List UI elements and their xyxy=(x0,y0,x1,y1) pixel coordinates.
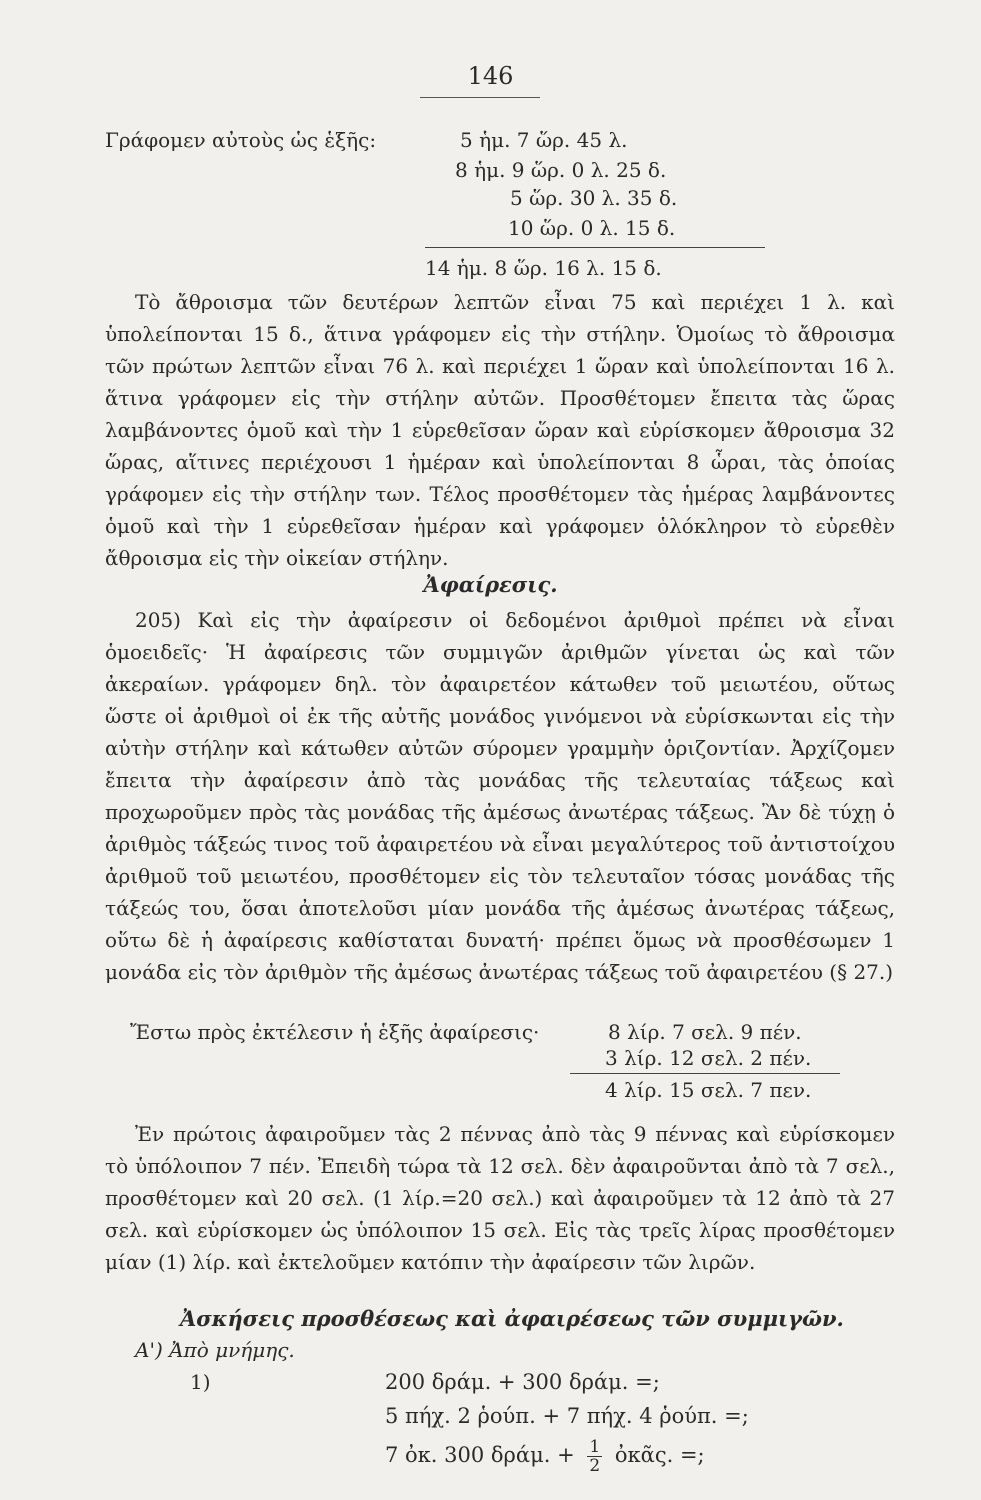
subheading-memory: Α') Ἀπὸ μνήμης. xyxy=(135,1338,295,1362)
fraction-denominator: 2 xyxy=(589,1456,601,1476)
subtraction-line-1: 8 λίρ. 7 σελ. 9 πέν. xyxy=(608,1020,802,1044)
subtraction-rule xyxy=(570,1073,840,1074)
heading-subtraction: Ἀφαίρεσις. xyxy=(423,572,558,597)
addition-line-1: 5 ἡμ. 7 ὥρ. 45 λ. xyxy=(460,128,628,152)
subtraction-total: 4 λίρ. 15 σελ. 7 πεν. xyxy=(605,1078,812,1102)
intro-label: Γράφομεν αὐτοὺς ὡς ἑξῆς: xyxy=(105,128,377,152)
page-number: 146 xyxy=(467,62,514,90)
exercise-line-3 xyxy=(385,1438,705,1475)
exercise-line-1: 200 δράμ. + 300 δράμ. =; xyxy=(385,1370,660,1394)
paragraph-1: Τὸ ἄθροισμα τῶν δευτέρων λεπτῶν εἶναι 75 καὶ περιέχει 1 λ. καὶ ὑπολείπονται 15 δ., ἅτινα γράφομεν εἰς τὴν στήλην. Ὁμοίως τὸ ἄθροισμα τῶν πρώτων λεπτῶν εἶναι 76 λ. καὶ περιέχει 1 ὥραν καὶ ὑπολείπονται 16 λ. ἅτινα γράφομεν εἰς τὴν στήλην αὐτῶν. Προσθέτομεν ἔπειτα τὰς ὥρας λαμβάνοντες ὁμοῦ καὶ τὴν 1 εὑρεθεῖσαν ὥραν καὶ εὑρίσκομεν ἄθροισμα 32 ὥρας, αἵτινες περιέχουσι 1 ἡμέραν καὶ ὑπολείπονται 8 ὧραι, τὰς ὁποίας γράφομεν εἰς τὴν στήλην των. Τέλος προσθέτομεν τὰς ἡμέρας λαμβάνοντες ὁμοῦ καὶ τὴν 1 εὑρεθεῖσαν ἡμέραν καὶ γράφομεν ὁλόκληρον τὸ εὑρεθὲν ἄθροισμα εἰς τὴν οἰκείαν στήλην. xyxy=(105,290,895,570)
example-label: Ἔστω πρὸς ἐκτέλεσιν ἡ ἑξῆς ἀφαίρεσις· xyxy=(130,1020,540,1044)
subtraction-line-2: 3 λίρ. 12 σελ. 2 πέν. xyxy=(605,1046,812,1070)
fraction-numerator: 1 xyxy=(589,1437,601,1457)
addition-line-3: 5 ὥρ. 30 λ. 35 δ. xyxy=(510,186,678,210)
addition-total: 14 ἡμ. 8 ὥρ. 16 λ. 15 δ. xyxy=(425,256,662,280)
addition-line-2: 8 ἡμ. 9 ὥρ. 0 λ. 25 δ. xyxy=(455,158,667,182)
addition-sum-rule xyxy=(425,247,765,248)
heading-exercises: Ἀσκήσεις προσθέσεως καὶ ἀφαιρέσεως τῶν συμμιγῶν. xyxy=(180,1306,844,1331)
exercise-line-3-tail: ὀκᾶς. =; xyxy=(614,1443,705,1467)
exercise-line-3-head: 7 ὀκ. 300 δράμ. + xyxy=(385,1443,575,1467)
paragraph-3: Ἐν πρώτοις ἀφαιροῦμεν τὰς 2 πέννας ἀπὸ τὰς 9 πέννας καὶ εὑρίσκομεν τὸ ὑπόλοιπον 7 πέν. Ἐπειδὴ τώρα τὰ 12 σελ. δὲν ἀφαιροῦνται ἀπὸ τὰ 7 σελ., προσθέτομεν καὶ 20 σελ. (1 λίρ.=20 σελ.) καὶ ἀφαιροῦμεν τὰ 12 ἀπὸ τὰ 27 σελ. καὶ εὑρίσκομεν ὡς ὑπόλοιπον 15 σελ. Εἰς τὰς τρεῖς λίρας προσθέτομεν μίαν (1) λίρ. καὶ ἐκτελοῦμεν κατόπιν τὴν ἀφαίρεσιν τῶν λιρῶν. xyxy=(105,1122,895,1274)
addition-line-4: 10 ὥρ. 0 λ. 15 δ. xyxy=(508,216,676,240)
exercise-line-2: 5 πήχ. 2 ῥούπ. + 7 πήχ. 4 ῥούπ. =; xyxy=(385,1404,749,1428)
one-half-fraction xyxy=(587,1438,602,1475)
page-number-rule xyxy=(420,97,540,98)
paragraph-2: 205) Καὶ εἰς τὴν ἀφαίρεσιν οἱ δεδομένοι ἀριθμοὶ πρέπει νὰ εἶναι ὁμοειδεῖς· Ἡ ἀφαίρεσις τῶν συμμιγῶν ἀριθμῶν γίνεται ὡς καὶ τῶν ἀκεραίων. γράφομεν δηλ. τὸν ἀφαιρετέον κάτωθεν τοῦ μειωτέου, οὕτως ὥστε οἱ ἀριθμοὶ οἱ ἐκ τῆς αὐτῆς μονάδος γινόμενοι νὰ εὑρίσκωνται εἰς τὴν αὐτὴν στήλην καὶ κάτωθεν αὐτῶν σύρομεν γραμμὴν ὁριζοντίαν. Ἀρχίζομεν ἔπειτα τὴν ἀφαίρεσιν ἀπὸ τὰς μονάδας τῆς τελευταίας τάξεως καὶ προχωροῦμεν πρὸς τὰς μονάδας τῆς ἀμέσως ἀνωτέρας τάξεως. Ἂν δὲ τύχῃ ὁ ἀριθμὸς τάξεώς τινος τοῦ ἀφαιρετέου νὰ εἶναι μεγαλύτερος τοῦ ἀντιστοίχου ἀριθμοῦ τοῦ μειωτέου, προσθέτομεν εἰς τὸν τελευταῖον τόσας μονάδας τῆς τάξεώς του, ὅσαι ἀποτελοῦσι μίαν μονάδα τῆς ἀμέσως ἀνωτέρας τάξεως, οὕτω δὲ ἡ ἀφαίρεσις καθίσταται δυνατή· πρέπει ὅμως νὰ προσθέσωμεν 1 μονάδα εἰς τὸν ἀριθμὸν τῆς ἀμέσως ἀνωτέρας τάξεως τοῦ ἀφαιρετέου (§ 27.) xyxy=(105,608,895,984)
exercise-number: 1) xyxy=(190,1370,211,1394)
